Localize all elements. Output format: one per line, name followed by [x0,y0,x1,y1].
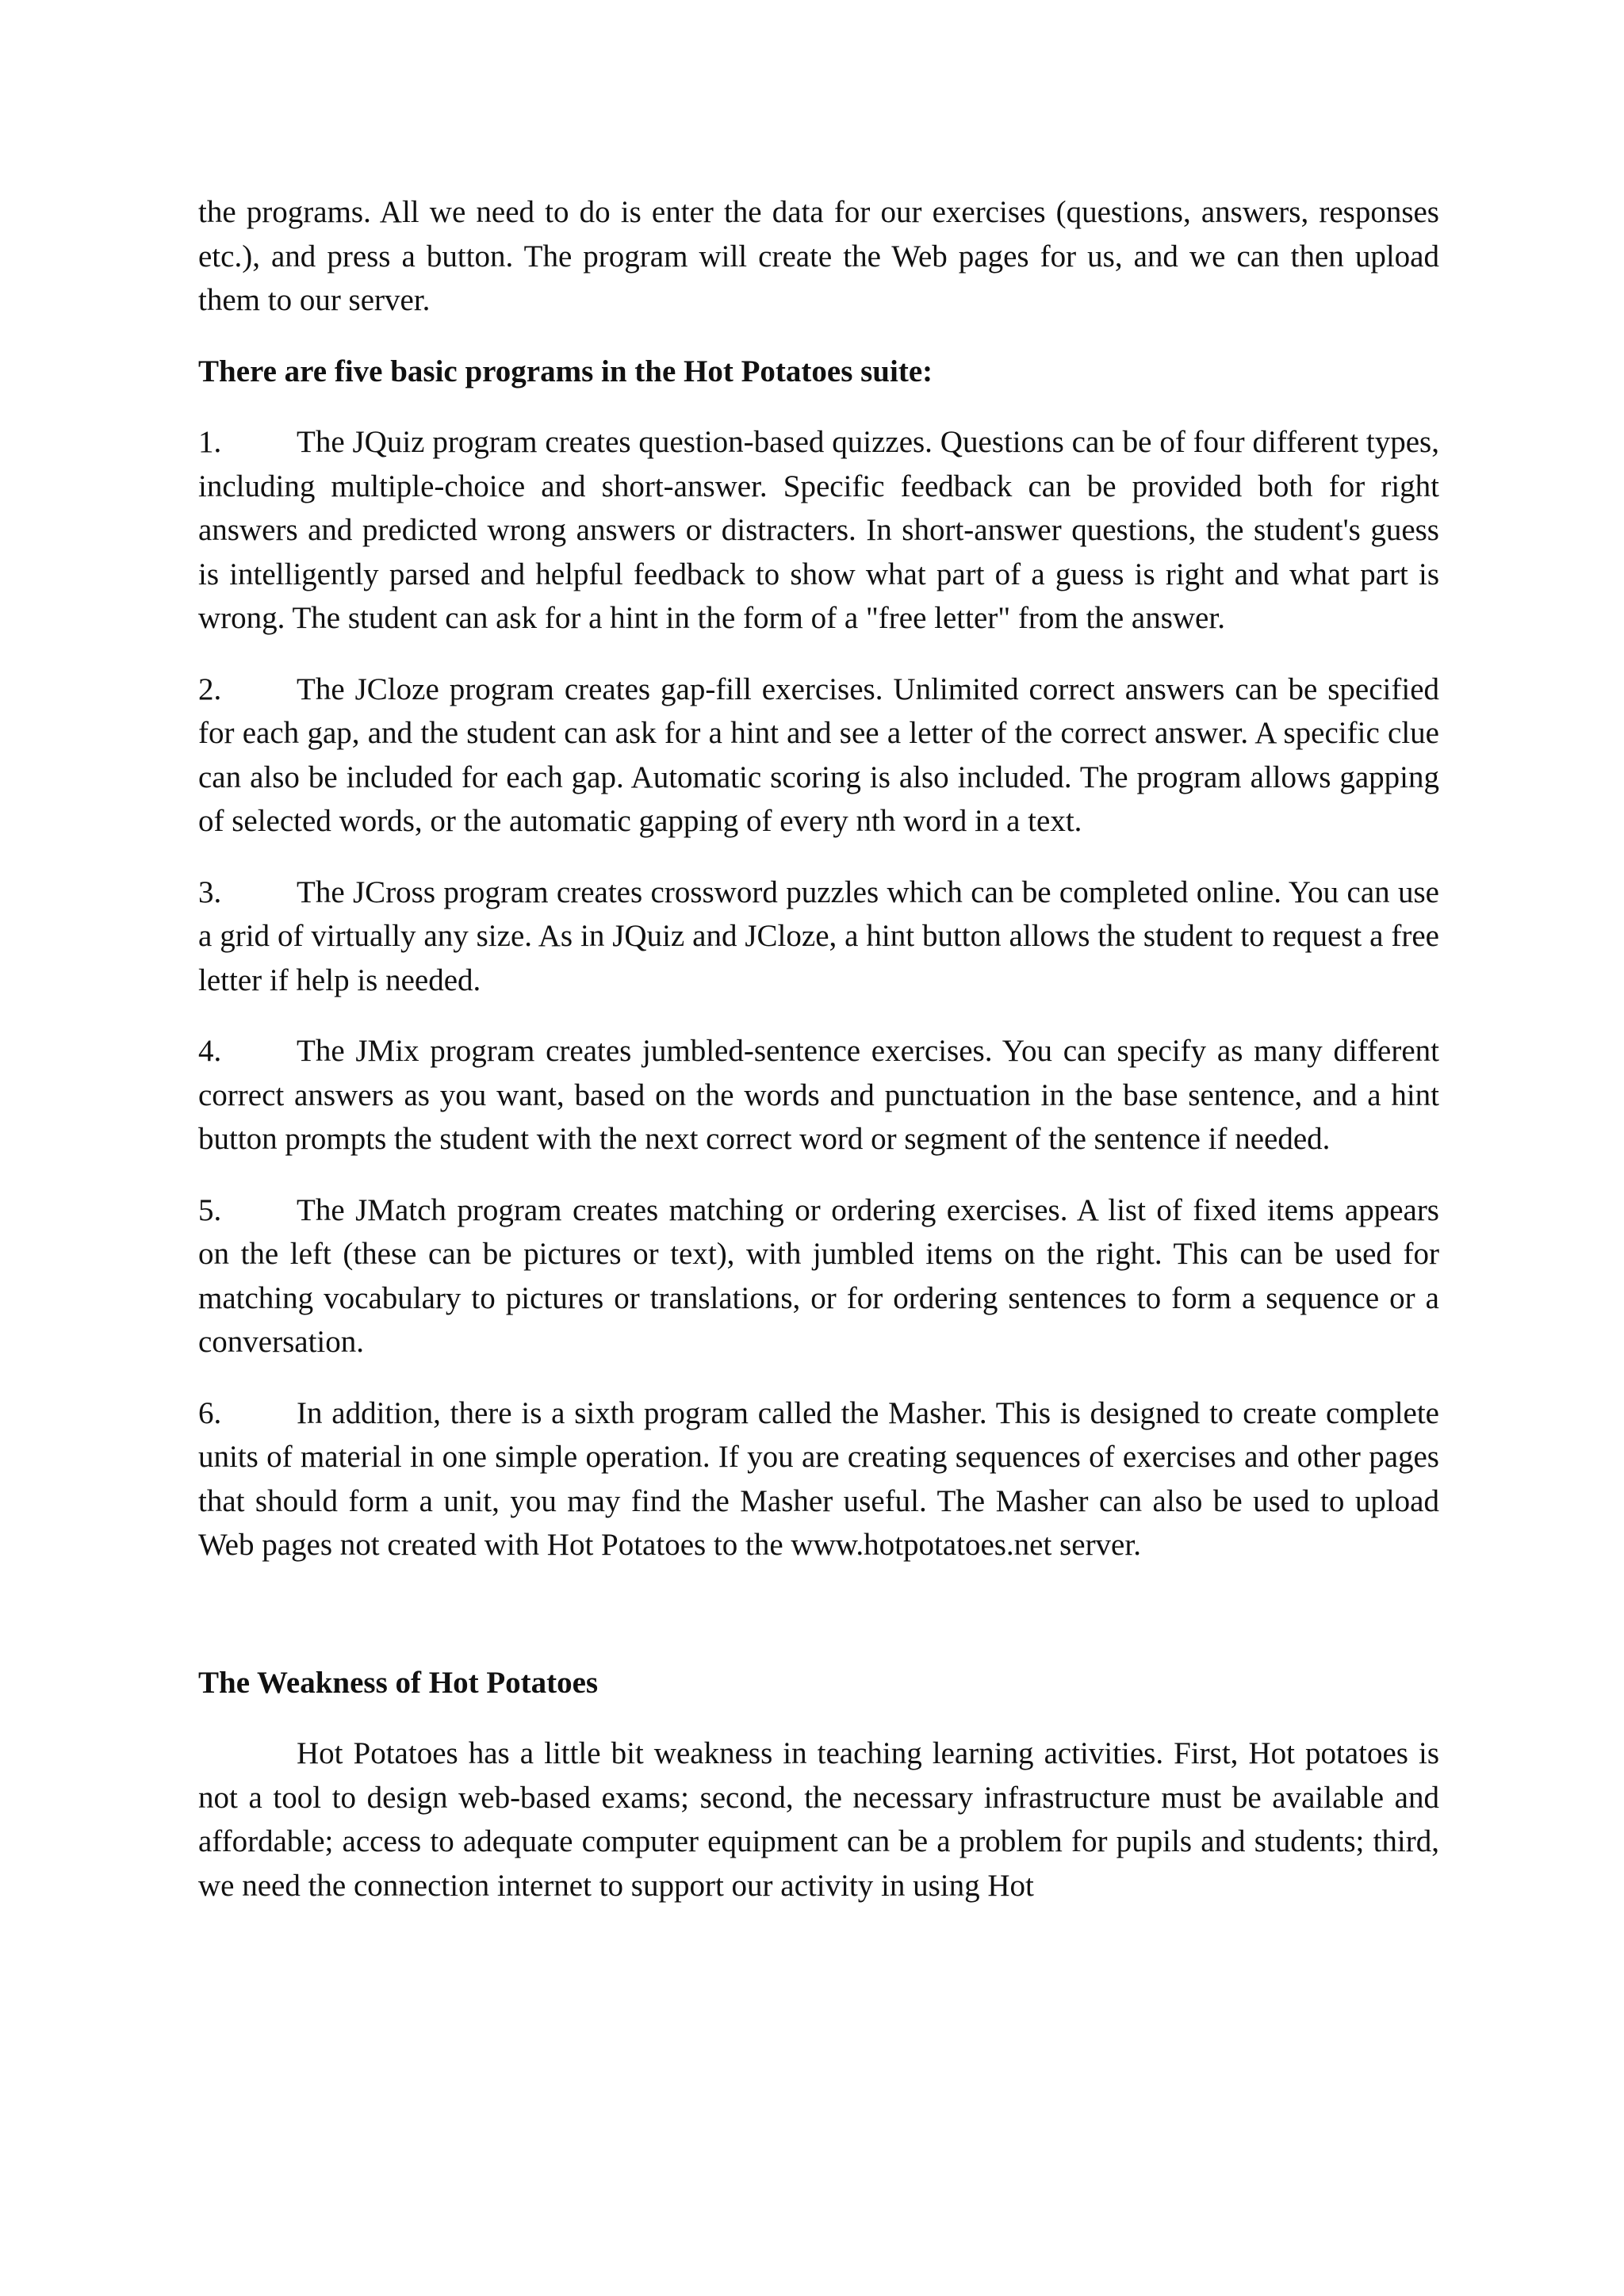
list-item-number: 6. [198,1395,222,1430]
programs-heading: There are five basic programs in the Hot Potatoes suite: [198,354,933,388]
list-item-text: The JQuiz program creates question-based quizzes. Questions can be of four different types, including multiple-choice and short-answer. Specific feedback can be provided both for right answers and predicted wrong answers or distracters. In short-answer questions, the student's guess is intelligently parsed and helpful feedback to show what part of a guess is right and what part is wrong. The student can ask for a hint in the form of a "free letter" from the answer. [198,425,1439,635]
intro-paragraph: the programs. All we need to do is enter the data for our exercises (questions, answers, responses etc.), and press a button. The program will create the Web pages for us, and we can then upload them to our server. [198,195,1439,317]
list-item-number: 5. [198,1192,222,1227]
list-item-text: The JMix program creates jumbled-sentence exercises. You can specify as many different correct answers as you want, based on the words and punctuation in the base sentence, and a hint button prompts the student with the next correct word or segment of the sentence if needed. [198,1034,1439,1156]
weakness-paragraph: Hot Potatoes has a little bit weakness in teaching learning activities. First, Hot potatoes is not a tool to design web-based exams; second, the necessary infrastructure must be available and affordable; access to adequate computer equipment can be a problem for pupils and students; third, we need the connection internet to support our activity in using Hot [198,1736,1439,1903]
list-item-3 [198,871,1439,1003]
document-page [198,190,1439,1934]
weakness-heading: The Weakness of Hot Potatoes [198,1665,599,1700]
list-item-text: The JCross program creates crossword puzzles which can be completed online. You can use a grid of virtually any size. As in JQuiz and JCloze, a hint button allows the student to request a free letter if help is needed. [198,874,1439,997]
list-item-number: 2. [198,672,222,706]
list-item-1 [198,420,1439,641]
list-item-4 [198,1029,1439,1161]
list-item-number: 3. [198,874,222,909]
list-item-text: The JMatch program creates matching or ordering exercises. A list of fixed items appears on the left (these can be pictures or text), with jumbled items on the right. This can be used for matching vocabulary to pictures or translations, or for ordering sentences to form a sequence or a conversation. [198,1192,1439,1359]
list-item-5 [198,1188,1439,1364]
list-item-number: 4. [198,1034,222,1068]
list-item-6 [198,1391,1439,1567]
list-item-text: In addition, there is a sixth program called the Masher. This is designed to create complete units of material in one simple operation. If you are creating sequences of exercises and other pages that should form a unit, you may find the Masher useful. The Masher can also be used to upload Web pages not created with Hot Potatoes to the www.hotpotatoes.net server. [198,1395,1439,1562]
list-item-2 [198,668,1439,844]
list-item-text: The JCloze program creates gap-fill exercises. Unlimited correct answers can be specified for each gap, and the student can ask for a hint and see a letter of the correct answer. A specific clue can also be included for each gap. Automatic scoring is also included. The program allows gapping of selected words, or the automatic gapping of every nth word in a text. [198,672,1439,838]
list-item-number: 1. [198,425,222,459]
